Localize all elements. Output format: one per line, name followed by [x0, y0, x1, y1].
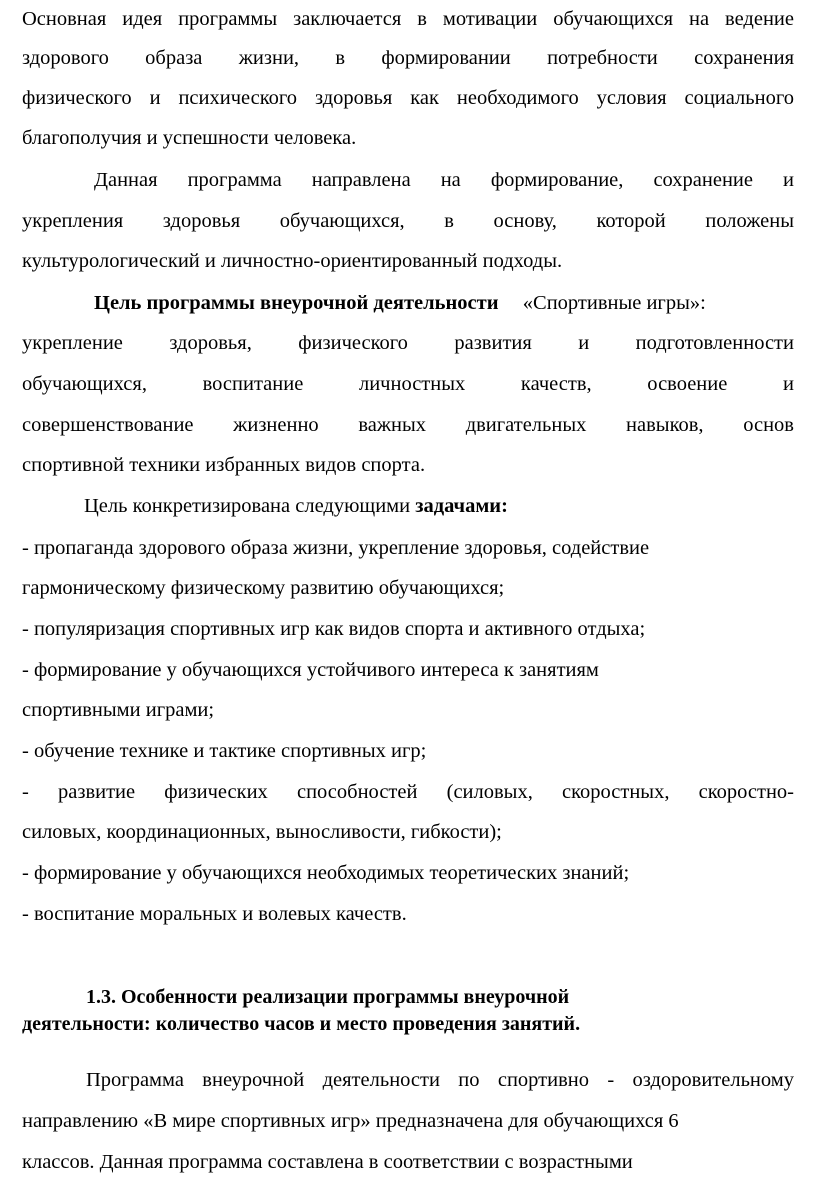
text-line: Основная идея программы заключается в мотивации обучающихся на ведение	[22, 8, 794, 30]
goal-title: Цель программы внеурочной деятельности	[94, 292, 499, 314]
goal-program-name: «Спортивные игры»:	[522, 292, 706, 314]
list-item-continuation: силовых, координационных, выносливости, гибкости);	[22, 821, 502, 843]
goal-line	[94, 291, 794, 315]
text-line: Программа внеурочной деятельности по спортивно - оздоровительному	[86, 1069, 794, 1091]
text-line: благополучия и успешности человека.	[22, 127, 357, 149]
list-item: - популяризация спортивных игр как видов спорта и активного отдыха;	[22, 618, 646, 640]
tasks-lead	[84, 494, 794, 518]
text-line: совершенствование жизненно важных двигательных навыков, основ	[22, 414, 794, 436]
text-line: укрепление здоровья, физического развития и подготовленности	[22, 332, 794, 354]
text-line: обучающихся, воспитание личностных качеств, освоение и	[22, 373, 794, 395]
text-line: культурологический и личностно-ориентированный подходы.	[22, 250, 563, 272]
text-line: укрепления здоровья обучающихся, в основу, которой положены	[22, 210, 794, 232]
text-line: спортивной техники избранных видов спорта.	[22, 454, 426, 476]
section-heading: 1.3. Особенности реализации программы внеурочной	[86, 986, 570, 1008]
list-item: - формирование у обучающихся необходимых теоретических знаний;	[22, 862, 630, 884]
list-item: - обучение технике и тактике спортивных игр;	[22, 740, 427, 762]
list-item: - воспитание моральных и волевых качеств.	[22, 903, 407, 925]
list-item-continuation: гармоническому физическому развитию обучающихся;	[22, 577, 505, 599]
text-line: здорового образа жизни, в формировании потребности сохранения	[22, 47, 794, 69]
tasks-title: задачами:	[415, 495, 508, 517]
section-heading-continuation: деятельности: количество часов и место проведения занятий.	[22, 1013, 581, 1035]
tasks-lead-text: Цель конкретизирована следующими	[84, 495, 411, 517]
text-line: физического и психического здоровья как необходимого условия социального	[22, 87, 794, 109]
list-item: - формирование у обучающихся устойчивого интереса к занятиям	[22, 659, 599, 681]
text-line: Данная программа направлена на формирование, сохранение и	[94, 169, 794, 191]
text-line: классов. Данная программа составлена в соответствии с возрастными	[22, 1151, 633, 1173]
list-item-continuation: спортивными играми;	[22, 699, 215, 721]
text-line: направлению «В мире спортивных игр» предназначена для обучающихся 6	[22, 1110, 679, 1132]
list-item: - развитие физических способностей (силовых, скоростных, скоростно-	[22, 781, 794, 803]
list-item: - пропаганда здорового образа жизни, укрепление здоровья, содействие	[22, 537, 650, 559]
